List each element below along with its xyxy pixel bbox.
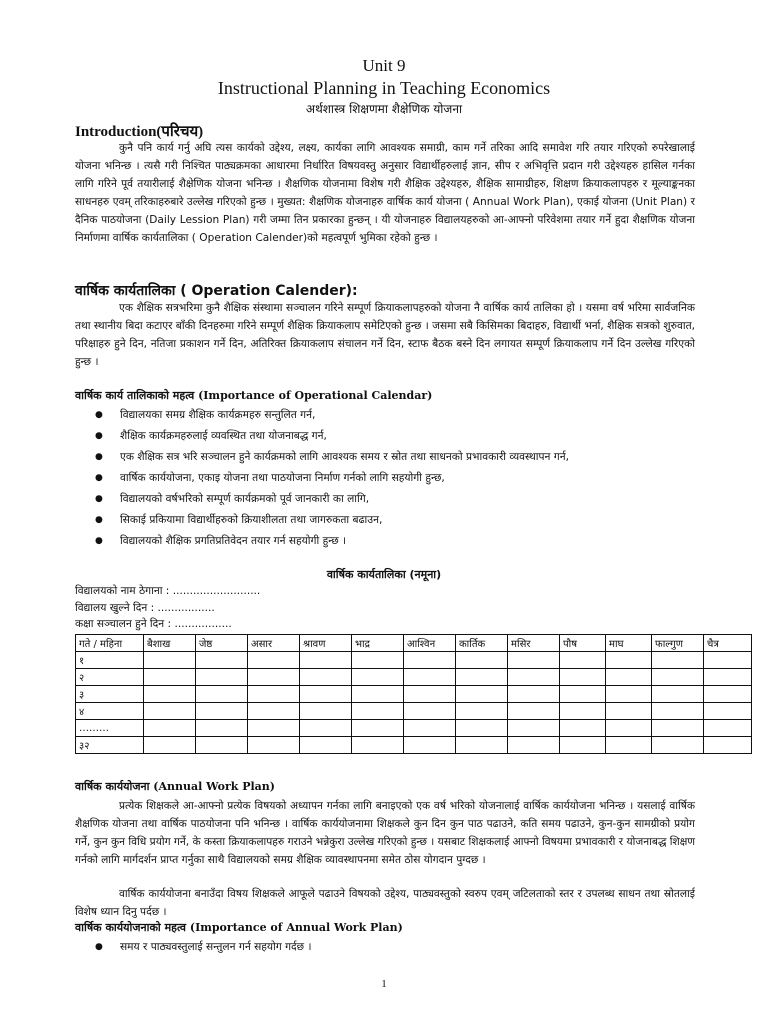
table-cell — [606, 737, 652, 754]
table-cell — [352, 652, 404, 669]
table-cell — [508, 669, 560, 686]
table-cell — [404, 652, 456, 669]
table-cell — [508, 737, 560, 754]
table-cell — [560, 703, 606, 720]
table-cell — [606, 669, 652, 686]
column-header: आश्विन — [404, 635, 456, 652]
table-row — [76, 737, 752, 754]
table-cell — [248, 652, 300, 669]
list-item: ● वार्षिक कार्ययोजना, एकाइ योजना तथा पाठयोजना निर्माण गर्नको लागि सहयोगी हुन्छ, — [75, 469, 695, 487]
table-cell — [508, 703, 560, 720]
table-row — [76, 720, 752, 737]
table-cell — [560, 652, 606, 669]
table-cell — [196, 669, 248, 686]
table-cell — [196, 686, 248, 703]
table-cell — [606, 686, 652, 703]
table-cell — [196, 703, 248, 720]
list-item: ● एक शैक्षिक सत्र भरि सञ्चालन हुने कार्यक्रमको लागि आवश्यक समय र स्रोत तथा साधनको प्रभावकारी व्यवस्थापन गर्न, — [75, 448, 695, 466]
table-cell — [144, 720, 196, 737]
table-cell — [606, 652, 652, 669]
page-title: Instructional Planning in Teaching Economics — [217, 78, 551, 98]
table-cell — [704, 686, 752, 703]
table-cell — [652, 720, 704, 737]
annual-heading: वार्षिक कार्ययोजना (Annual Work Plan) — [75, 780, 275, 793]
column-header: चैत्र — [704, 635, 752, 652]
table-cell — [456, 737, 508, 754]
table-cell — [704, 720, 752, 737]
list-item: ● सिकाई प्रकियामा विद्यार्थीहरुको क्रियाशीलता तथा जागरुकता बढाउन, — [75, 511, 695, 529]
intro-heading: Introduction(परिचय) — [75, 124, 204, 140]
table-header-row — [76, 635, 752, 652]
table-cell — [144, 703, 196, 720]
table-row — [76, 669, 752, 686]
open-day-field: विद्यालय खुल्ने दिन : ................. — [75, 602, 215, 614]
table-cell — [248, 669, 300, 686]
page-subtitle: अर्थशास्त्र शिक्षणमा शैक्षेणिक योजना — [305, 102, 463, 116]
column-header: श्रावण — [300, 635, 352, 652]
unit-label: Unit 9 — [362, 56, 406, 75]
column-header: गते / महिना — [76, 635, 144, 652]
table-cell — [704, 703, 752, 720]
column-header: बैशाख — [144, 635, 196, 652]
annual-paragraph-2: वार्षिक कार्ययोजना बनाउँदा विषय शिक्षकले आफूले पढाउने विषयको उद्देश्य, पाठ्यवस्तुको स्वरुप एवम् जटिलताको स्तर र उपलब्ध साधन तथा स्रोतलाई विशेष ध्यान दिनु पर्दछ । — [75, 888, 695, 918]
table-row — [76, 686, 752, 703]
column-header: भाद्र — [352, 635, 404, 652]
calendar-table — [75, 634, 752, 754]
sample-heading: वार्षिक कार्यतालिका (नमूना) — [326, 568, 442, 581]
list-item: ● विद्यालयका समग्र शैक्षिक कार्यक्रमहरु सन्तुलित गर्न, — [75, 406, 695, 424]
table-cell — [300, 652, 352, 669]
table-cell — [404, 703, 456, 720]
row-label: १ — [76, 652, 144, 669]
table-cell — [508, 652, 560, 669]
table-cell — [404, 720, 456, 737]
table-cell — [704, 669, 752, 686]
column-header: जेष्ठ — [196, 635, 248, 652]
column-header: माघ — [606, 635, 652, 652]
table-cell — [456, 652, 508, 669]
column-header: फाल्गुण — [652, 635, 704, 652]
row-label: २ — [76, 669, 144, 686]
list-item: ● विद्यालयको वर्षभरिको सम्पूर्ण कार्यक्रमको पूर्व जानकारी का लागि, — [75, 490, 695, 508]
table-cell — [352, 720, 404, 737]
table-cell — [652, 703, 704, 720]
list-item: ● समय र पाठ्यवस्तुलाई सन्तुलन गर्न सहयोग गर्दछ । — [75, 938, 695, 956]
table-cell — [456, 720, 508, 737]
table-cell — [704, 737, 752, 754]
table-cell — [248, 686, 300, 703]
table-cell — [352, 686, 404, 703]
table-cell — [248, 737, 300, 754]
page-number: 1 — [381, 978, 387, 990]
table-cell — [196, 652, 248, 669]
class-day-field: कक्षा सञ्चालन हुने दिन : ................. — [75, 618, 232, 630]
table-cell — [300, 703, 352, 720]
column-header: मसिर — [508, 635, 560, 652]
table-cell — [652, 686, 704, 703]
table-cell — [606, 703, 652, 720]
table-cell — [300, 669, 352, 686]
table-cell — [560, 669, 606, 686]
table-cell — [144, 737, 196, 754]
table-cell — [196, 720, 248, 737]
importance-cal-list — [75, 406, 695, 553]
table-cell — [404, 669, 456, 686]
table-cell — [300, 686, 352, 703]
table-cell — [652, 652, 704, 669]
table-row — [76, 703, 752, 720]
annual-paragraph-1: प्रत्येक शिक्षकले आ-आफ्नो प्रत्येक विषयको अध्यापन गर्नका लागि बनाइएको एक वर्ष भरिको योजनालाई वार्षिक कार्ययोजना भनिन्छ । यसलाई वार्षिक शैक्षणिक योजना तथा वार्षिक पाठयोजना पनि भनिन्छ । वार्षिक कार्ययोजनामा शिक्षकले कुन दिन कुन पाठ पढाउने, कति समय पढाउने, कुन-कुन सामग्रीको प्रयोग गर्ने, कुन कुन विधि प्रयोग गर्ने, के कस्ता क्रियाकलापहरु गराउने भन्नेकुरा उल्लेख गरिएको हुन्छ । यसबाट शिक्षकलाई आफ्नो विषयमा प्रभावकारी र योजनाबद्ध शिक्षण गर्नको लागि मार्गदर्शन प्राप्त गर्नुका साथै विद्यालयको समग्र शैक्षिक व्यावस्थापनमा समेत ठोस योगदान पुग्दछ । — [75, 800, 695, 866]
intro-paragraph: कुनै पनि कार्य गर्नु अघि त्यस कार्यको उद्देश्य, लक्ष्य, कार्यका लागि आवश्यक समाग्री, काम गर्ने तरिका आदि समावेश गरि तयार गरिएको रुपरेखालाई योजना भनिन्छ । त्यसै गरी निश्चित पाठ्यक्रमका आधारमा निर्धारित विषयवस्तु अनुसार विद्यार्थीहरुलाई ज्ञान, सीप र अभिवृत्ति प्रदान गरी उद्देश्यहरु हासिल गर्नका लागि गरिने पूर्व तयारीलाई शैक्षेणिक योजना भनिन्छ । शैक्षणिक योजनामा विशेष गरी शैक्षिक उद्देश्यहरु, शैक्षिक सामाग्रीहरु, शिक्षण क्रियाकलापहरु र मूल्याङ्कनका साधनहरु एवम् तरिकाहरुबारे उल्लेख गरिएको हुन्छ । मुख्यत: शैक्षणिक योजनाहरु वार्षिक कार्य योजना ( Annual Work Plan), एकाई योजना (Unit Plan) र दैनिक पाठयोजना (Daily Lession Plan) गरी जम्मा तिन प्रकारका हुन्छन् । यी योजनाहरु विद्यालयहरुको आ-आफ्नो परिवेशमा तयार गर्ने हुदा शैक्षणिक योजना निर्माणमा वार्षिक कार्यतालिका ( Operation Calender)को महत्वपूर्ण भुमिका रहेको हुन्छ । — [75, 142, 695, 244]
table-cell — [144, 652, 196, 669]
table-cell — [508, 686, 560, 703]
table-cell — [652, 669, 704, 686]
row-label: ३ — [76, 686, 144, 703]
table-cell — [404, 686, 456, 703]
importance-annual-heading: वार्षिक कार्ययोजनाको महत्व (Importance of Annual Work Plan) — [75, 921, 403, 934]
table-cell — [560, 720, 606, 737]
table-cell — [456, 686, 508, 703]
table-cell — [456, 703, 508, 720]
table-cell — [300, 720, 352, 737]
row-label: ४ — [76, 703, 144, 720]
importance-annual-list — [75, 938, 695, 959]
table-row — [76, 652, 752, 669]
table-cell — [652, 737, 704, 754]
row-label: ३२ — [76, 737, 144, 754]
list-item: ● विद्यालयको शैक्षिक प्रगतिप्रतिवेदन तयार गर्न सहयोगी हुन्छ । — [75, 532, 695, 550]
importance-cal-heading: वार्षिक कार्य तालिकाको महत्व (Importance of Operational Calendar) — [75, 389, 433, 402]
column-header: असार — [248, 635, 300, 652]
table-cell — [560, 737, 606, 754]
column-header: पौष — [560, 635, 606, 652]
column-header: कार्तिक — [456, 635, 508, 652]
table-cell — [508, 720, 560, 737]
opcal-heading: वार्षिक कार्यतालिका ( Operation Calender): — [75, 283, 358, 299]
table-cell — [300, 737, 352, 754]
table-cell — [144, 669, 196, 686]
table-cell — [404, 737, 456, 754]
table-cell — [704, 652, 752, 669]
table-cell — [456, 669, 508, 686]
table-cell — [606, 720, 652, 737]
opcal-paragraph: एक शैक्षिक सत्रभरिमा कुनै शैक्षिक संस्थामा सञ्चालन गरिने सम्पूर्ण क्रियाकलापहरुको योजना नै वार्षिक कार्य तालिका हो । यसमा वर्ष भरिमा सार्वजनिक तथा स्थानीय बिदा कटाएर बाँकी दिनहरुमा गरिने सम्पूर्ण शैक्षिक क्रियाकलाप समेटिएको हुन्छ । जसमा सबै किसिमका बिदाहरु, विद्यार्थी भर्ना, शैक्षिक सत्रको शुरुवात, परिक्षाहरु हुने दिन, नतिजा प्रकाशन गर्ने दिन, अतिरिक्त क्रियाकलाप संचालन गर्ने दिन, स्टाफ बैठक बस्ने दिन लगायत सम्पूर्ण क्रियाकलाप गर्ने दिन उल्लेख गरिएको हुन्छ । — [75, 302, 696, 368]
table-cell — [352, 669, 404, 686]
table-cell — [560, 686, 606, 703]
row-label: ……… — [76, 720, 144, 737]
table-cell — [196, 737, 248, 754]
table-cell — [248, 703, 300, 720]
table-cell — [352, 737, 404, 754]
table-cell — [248, 720, 300, 737]
table-cell — [352, 703, 404, 720]
school-name-field: विद्यालयको नाम ठेगाना : .......................... — [75, 585, 261, 597]
list-item: ● शैक्षिक कार्यक्रमहरुलाई व्यवस्थित तथा योजनाबद्ध गर्न, — [75, 427, 695, 445]
table-cell — [144, 686, 196, 703]
